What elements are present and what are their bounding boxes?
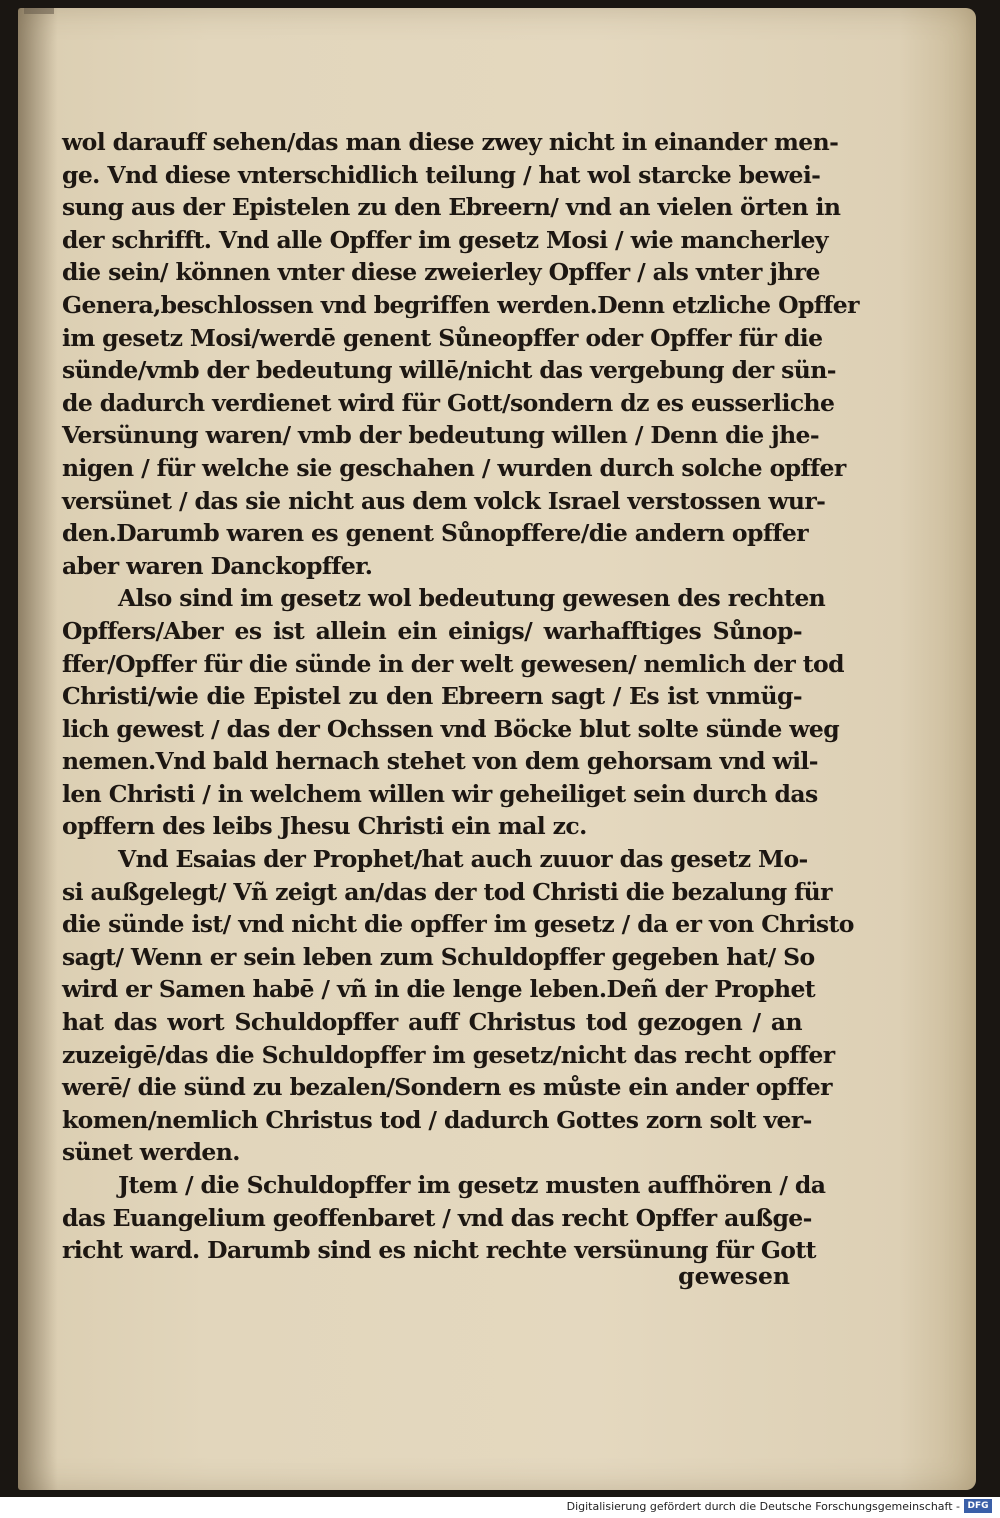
dfg-logo-icon: DFG: [964, 1499, 992, 1513]
text-line: sünet werden.: [62, 1138, 240, 1167]
text-line: Genera,beschlossen vnd begriffen werden.Denn etzliche Opffer: [62, 290, 859, 319]
text-line: Christi/wie die Epistel zu den Ebreern sagt / Es ist vnmüg-: [62, 682, 802, 711]
text-line: nigen / für welche sie geschahen / wurden durch solche opffer: [62, 453, 846, 482]
text-line: versünet / das sie nicht aus dem volck Israel verstossen wur-: [62, 486, 826, 515]
text-line: sünde/vmb der bedeutung willē/nicht das vergebung der sün-: [62, 356, 836, 385]
text-line: richt ward. Darumb sind es nicht rechte versünung für Gott: [62, 1236, 816, 1265]
text-line: die sein/ können vnter diese zweierley Opffer / als vnter jhre: [62, 258, 820, 287]
text-line: komen/nemlich Christus tod / dadurch Gottes zorn solt ver-: [62, 1105, 812, 1134]
text-line: si außgelegt/ Vñ zeigt an/das der tod Christi die bezalung für: [62, 877, 832, 906]
catchword: gewesen: [678, 1262, 790, 1290]
text-line: ffer/Opffer für die sünde in der welt gewesen/ nemlich der tod: [62, 649, 844, 678]
text-line: ge. Vnd diese vnterschidlich teilung / hat wol starcke bewei-: [62, 160, 821, 189]
footer-bar: [0, 1497, 1000, 1518]
text-line: aber waren Danckopffer.: [62, 551, 373, 580]
text-line: das Euangelium geoffenbaret / vnd das recht Opffer außge-: [62, 1203, 812, 1232]
text-line: sagt/ Wenn er sein leben zum Schuldopffer gegeben hat/ So: [62, 942, 815, 971]
text-line: lich gewest / das der Ochssen vnd Böcke blut solte sünde weg: [62, 714, 840, 743]
text-line: den.Darumb waren es genent Sůnopffere/die andern opffer: [62, 519, 808, 548]
text-line: wird er Samen habē / vñ in die lenge leben.Deñ der Prophet: [62, 975, 816, 1004]
text-line: Jtem / die Schuldopffer im gesetz musten auffhören / da: [118, 1171, 826, 1199]
text-line: werē/ die sünd zu bezalen/Sondern es můste ein ander opffer: [62, 1073, 832, 1102]
body-text: [62, 126, 859, 1267]
text-line: wol darauff sehen/das man diese zwey nicht in einander men-: [62, 128, 839, 156]
text-line: len Christi / in welchem willen wir geheiliget sein durch das: [62, 779, 818, 808]
text-line: Also sind im gesetz wol bedeutung gewesen des rechten: [118, 584, 826, 613]
text-line: nemen.Vnd bald hernach stehet von dem gehorsam vnd wil-: [62, 747, 818, 776]
page-corner-mark: [24, 8, 54, 14]
text-line: die sünde ist/ vnd nicht die opffer im gesetz / da er von Christo: [62, 910, 854, 939]
spine-shadow: [18, 8, 58, 1490]
digitization-credit: Digitalisierung gefördert durch die Deutsche Forschungsgemeinschaft -: [566, 1500, 960, 1513]
text-line: Opffers/Aber es ist allein ein einigs/ warhafftiges Sůnop-: [62, 616, 802, 645]
text-line: zuzeigē/das die Schuldopffer im gesetz/nicht das recht opffer: [62, 1040, 835, 1069]
text-line: opffern des leibs Jhesu Christi ein mal zc.: [62, 812, 587, 841]
text-line: sung aus der Epistelen zu den Ebreern/ vnd an vielen örten in: [62, 193, 841, 222]
text-line: de dadurch verdienet wird für Gott/sondern dz es eusserliche: [62, 388, 835, 417]
text-line: im gesetz Mosi/werdē genent Sůneopffer oder Opffer für die: [62, 323, 823, 352]
text-line: hat das wort Schuldopffer auff Christus tod gezogen / an: [62, 1008, 802, 1037]
text-line: Vnd Esaias der Prophet/hat auch zuuor das gesetz Mo-: [118, 845, 808, 874]
text-line: Versünung waren/ vmb der bedeutung willen / Denn die jhe-: [62, 421, 820, 450]
text-line: der schrifft. Vnd alle Opffer im gesetz Mosi / wie mancherley: [62, 225, 828, 254]
